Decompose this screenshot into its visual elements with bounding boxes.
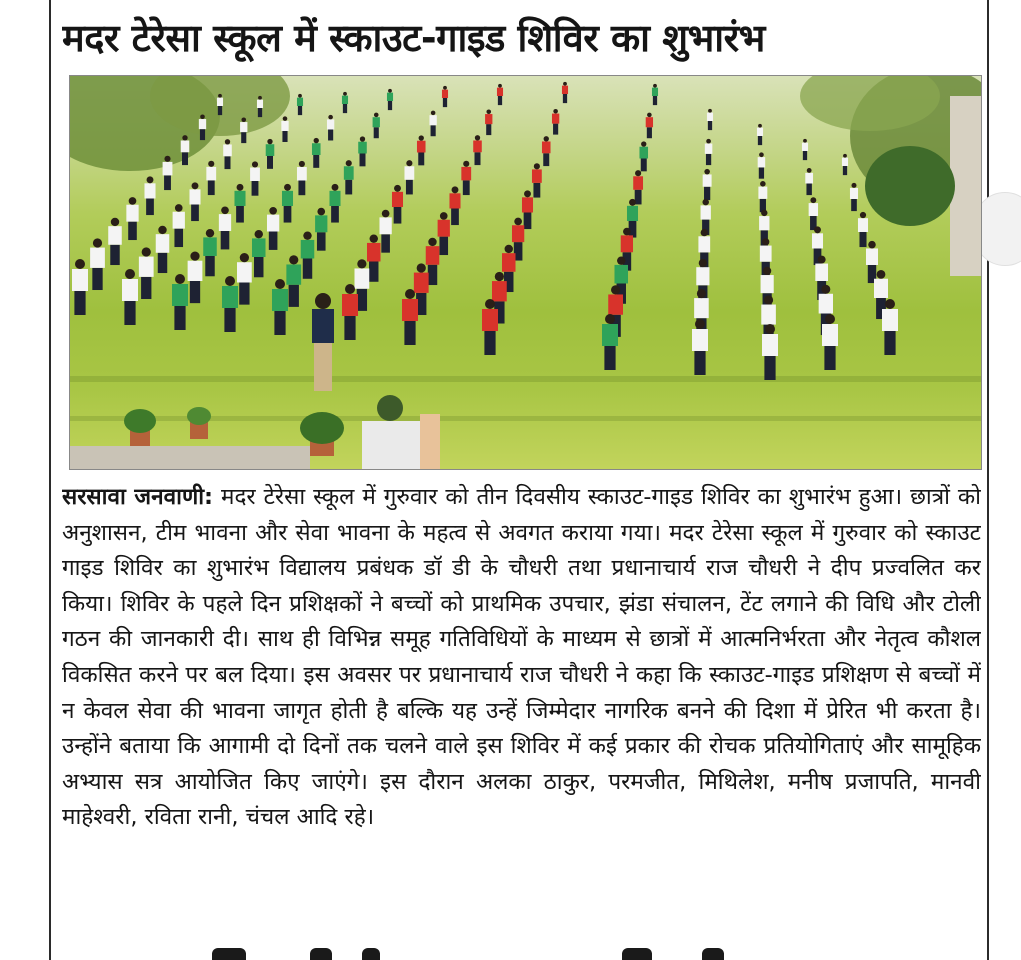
student-figure [282, 184, 293, 223]
student-figure [758, 152, 765, 178]
student-figure [90, 238, 105, 290]
student-figure [108, 218, 122, 265]
student-figure [234, 184, 245, 223]
student-figure [266, 139, 275, 169]
student-figure [858, 212, 868, 247]
student-figure [250, 161, 260, 195]
student-figure [438, 212, 450, 255]
photographer [362, 395, 440, 469]
student-figure [342, 92, 348, 113]
student-figure [144, 176, 155, 215]
student-figure [222, 276, 238, 332]
student-figure [866, 241, 878, 283]
student-figure [267, 207, 279, 250]
student-figure [315, 208, 327, 251]
student-figure [633, 170, 643, 204]
student-figure [122, 269, 138, 325]
student-figure [461, 161, 471, 195]
article-dateline: सरसावा जनवाणी: [62, 484, 214, 510]
student-figure [126, 197, 138, 240]
student-figure [344, 160, 354, 194]
student-figure [417, 135, 426, 165]
student-figure [173, 204, 185, 247]
student-figure [552, 109, 559, 135]
student-figure [542, 136, 551, 166]
student-figure [646, 113, 653, 139]
student-figure [802, 139, 808, 160]
article-body [62, 480, 981, 948]
instructor [312, 293, 334, 391]
student-figure [329, 184, 340, 223]
student-figure [286, 255, 301, 307]
student-figure [189, 182, 200, 221]
student-figure [237, 253, 252, 305]
student-figure [485, 109, 492, 135]
article-text: मदर टेरेसा स्कूल में गुरुवार को तीन दिवसीय स्काउट-गाइड शिविर का शुभारंभ हुआ। छात्रों को अनुशासन, टीम भावना और सेवा भावना के महत्व से अवगत कराया गया। मदर टेरेसा स्कूल में गुरुवार को स्काउट गाइड शिविर का शुभारंभ विद्यालय प्रबंधक डॉ डी के चौधरी तथा प्रधानाचार्य राज चौधरी ने दीप प्रज्वलित कर किया। शिविर के पहले दिन प्रशिक्षकों ने बच्चों को प्राथमिक उपचार, झंडा संचालन, टेंट लगाने की विधि और टोली गठन की जानकारी दी। साथ ही विभिन्न समूह गतिविधियों के माध्यम से छात्रों में आत्मनिर्भरता और नेतृत्व कौशल विकसित करने पर बल दिया। इस अवसर पर प्रधानाचार्य राज चौधरी ने कहा कि स्काउट-गाइड प्रशिक्षण से बच्चों में न केवल सेवा की भावना जागृत होती है बल्कि यह उन्हें जिम्मेदार नागरिक बनने की दिशा में प्रेरित भी करता है। उन्होंने बताया कि आगामी दो दिनों तक चलने वाले इस शिविर में कई प्रकार की रोचक प्रतियोगिताएं और सामूहिक अभ्यास सत्र आयोजित किए जाएंगे। इस दौरान अलका ठाकुर, परमजीत, मिथिलेश, मनीष प्रजापति, मानवी माहेश्वरी, रविता रानी, चंचल आदि रहे। [62, 484, 981, 831]
student-figure [297, 161, 307, 195]
student-figure [387, 89, 393, 110]
student-figure [705, 139, 712, 165]
student-figure [805, 168, 813, 195]
student-figure [312, 138, 321, 168]
student-figure [758, 181, 767, 212]
student-figure [522, 190, 533, 229]
student-figure [373, 113, 380, 139]
student-figure [473, 135, 482, 165]
student-figure [272, 279, 288, 335]
column-rule-left [49, 0, 51, 960]
student-figure [757, 124, 763, 145]
student-figure [402, 289, 418, 345]
student-figure [562, 82, 568, 103]
student-figure [172, 274, 188, 330]
news-photo [69, 75, 982, 470]
student-figure [532, 163, 542, 197]
student-figure [404, 160, 414, 194]
student-figure [379, 210, 391, 253]
student-figure [156, 226, 170, 273]
scout-camp-assembly-photo [70, 76, 981, 469]
student-figure [442, 86, 448, 107]
student-figure [809, 197, 818, 230]
article-headline: मदर टेरेसा स्कूल में स्काउट-गाइड शिविर का शुभारंभ [62, 16, 765, 60]
student-figure [703, 169, 712, 200]
student-figure [497, 84, 503, 105]
student-figure [219, 206, 231, 249]
student-figure [392, 185, 403, 224]
column-rule-right [987, 0, 989, 960]
student-figure [139, 247, 154, 299]
student-figure [203, 229, 217, 276]
next-article-headline-cropped [62, 944, 982, 960]
student-figure [707, 109, 713, 130]
student-figure [223, 139, 232, 169]
student-figure [206, 161, 216, 195]
student-figure [252, 230, 266, 277]
student-figure [429, 111, 436, 137]
student-figure [188, 251, 203, 303]
student-figure [639, 141, 648, 171]
student-figure [72, 259, 88, 315]
student-figure [652, 84, 658, 105]
student-figure [358, 136, 367, 166]
student-figure [301, 231, 315, 278]
student-figure [297, 94, 303, 115]
student-figure [842, 154, 848, 175]
student-figure [327, 115, 334, 141]
student-figure [342, 284, 358, 340]
student-figure [449, 186, 460, 225]
student-figure [850, 183, 858, 211]
student-figure [281, 116, 288, 142]
